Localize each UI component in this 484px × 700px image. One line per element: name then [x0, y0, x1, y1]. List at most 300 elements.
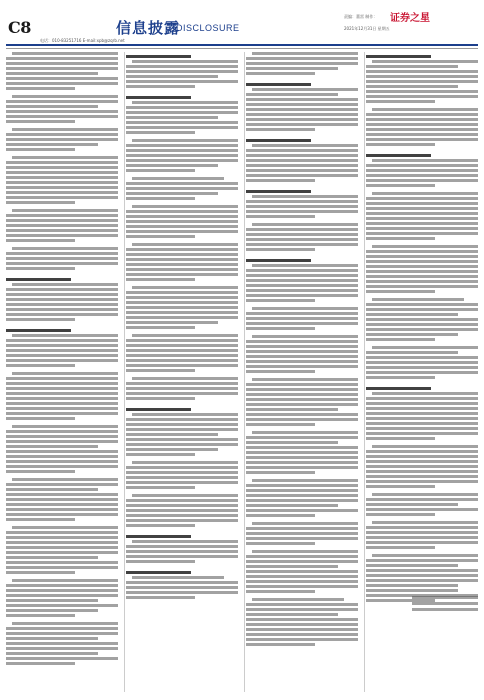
text-line [246, 456, 358, 459]
text-line [6, 318, 75, 321]
text-line [12, 128, 118, 131]
text-line [126, 85, 195, 88]
text-column-1 [6, 52, 118, 692]
text-line [6, 614, 75, 617]
text-line [12, 579, 118, 582]
text-line [246, 345, 358, 348]
text-line [6, 115, 118, 118]
subheading-line [6, 329, 71, 332]
text-line [126, 210, 238, 213]
paragraph-gap [126, 90, 238, 93]
text-line [6, 599, 98, 602]
text-line [126, 586, 238, 589]
text-line [246, 585, 358, 588]
text-line [366, 80, 478, 83]
text-line [6, 257, 118, 260]
text-line [6, 219, 118, 222]
text-line [366, 485, 435, 488]
text-line [366, 574, 478, 577]
text-line [366, 397, 478, 400]
text-line [252, 264, 358, 267]
text-line [126, 278, 195, 281]
text-line [6, 594, 118, 597]
subheading-line [246, 83, 311, 86]
text-line [372, 298, 464, 301]
text-line [126, 182, 238, 185]
text-line [6, 513, 118, 516]
text-line [6, 632, 118, 635]
text-line [6, 417, 75, 420]
paragraph-gap [6, 272, 118, 275]
text-line [252, 378, 358, 381]
text-line [366, 237, 435, 240]
paragraph-gap [6, 667, 118, 670]
text-line [246, 103, 358, 106]
text-line [126, 509, 238, 512]
text-line [6, 642, 118, 645]
text-line [6, 181, 118, 184]
text-line [246, 608, 358, 611]
text-line [126, 591, 238, 594]
text-line [132, 243, 238, 246]
text-line [6, 571, 75, 574]
text-line [6, 148, 75, 151]
text-line [6, 57, 118, 60]
text-line [126, 192, 218, 195]
text-line [126, 154, 238, 157]
paragraph-gap [246, 648, 358, 651]
text-line [6, 224, 118, 227]
text-line [246, 408, 338, 411]
text-line [6, 82, 118, 85]
text-line [6, 298, 118, 301]
text-line [126, 560, 195, 563]
text-line [366, 202, 478, 205]
text-line [246, 560, 358, 563]
text-line [366, 212, 478, 215]
text-line [6, 470, 75, 473]
text-line [126, 354, 238, 357]
text-line [366, 143, 435, 146]
section-title-english: DISCLOSURE [176, 23, 240, 33]
text-line [372, 108, 478, 111]
text-line [366, 270, 478, 273]
text-line [246, 269, 358, 272]
text-line [252, 52, 358, 55]
text-line [252, 522, 358, 525]
page-code: C8 [8, 18, 31, 37]
text-line [366, 526, 478, 529]
paragraph-gap [366, 148, 478, 151]
text-line [6, 100, 118, 103]
text-line [246, 159, 358, 162]
text-line [246, 514, 315, 517]
text-line [6, 382, 118, 385]
text-line [246, 638, 358, 641]
text-line [366, 128, 478, 131]
subheading-line [246, 139, 311, 142]
text-line [246, 233, 358, 236]
text-line [6, 133, 118, 136]
text-line [366, 303, 478, 306]
text-line [246, 164, 358, 167]
text-line [366, 85, 458, 88]
text-line [126, 466, 238, 469]
text-line [6, 561, 118, 564]
text-line [366, 118, 478, 121]
text-line [372, 445, 478, 448]
text-line [126, 296, 238, 299]
text-line [6, 262, 118, 265]
text-line [126, 225, 238, 228]
text-line [246, 317, 358, 320]
text-line [246, 154, 358, 157]
text-line [366, 123, 478, 126]
text-line [246, 499, 358, 502]
text-line [132, 139, 238, 142]
text-line [246, 289, 358, 292]
text-line [246, 570, 358, 573]
text-line [366, 508, 478, 511]
text-line [366, 133, 478, 136]
signature-line [412, 602, 478, 605]
text-line [246, 542, 315, 545]
text-line [372, 60, 478, 63]
text-line [246, 489, 358, 492]
text-line [12, 622, 118, 625]
paragraph-gap [246, 133, 358, 136]
text-line [366, 569, 478, 572]
text-line [126, 453, 195, 456]
text-line [246, 628, 358, 631]
paragraph-gap [246, 77, 358, 80]
text-line [132, 377, 238, 380]
text-line [126, 581, 238, 584]
text-line [6, 440, 118, 443]
text-line [246, 623, 358, 626]
text-line [126, 519, 238, 522]
text-line [246, 575, 358, 578]
text-line [126, 273, 238, 276]
text-line [366, 280, 478, 283]
text-line [246, 279, 358, 282]
text-line [126, 481, 238, 484]
text-line [252, 431, 358, 434]
text-line [6, 229, 118, 232]
text-line [6, 652, 98, 655]
text-line [126, 164, 218, 167]
text-line [6, 344, 118, 347]
text-line [126, 349, 238, 352]
text-line [246, 441, 338, 444]
text-line [6, 359, 118, 362]
text-line [6, 541, 118, 544]
section-title: 信息披露 [116, 19, 181, 37]
text-line [366, 503, 458, 506]
text-line [126, 187, 238, 190]
text-line [246, 299, 315, 302]
text-line [6, 313, 118, 316]
text-line [126, 476, 238, 479]
text-line [246, 72, 315, 75]
text-line [252, 307, 358, 310]
text-line [366, 308, 478, 311]
text-line [246, 322, 358, 325]
text-line [366, 275, 478, 278]
text-line [366, 407, 478, 410]
text-line [252, 88, 358, 91]
text-line [126, 80, 238, 83]
text-line [366, 90, 478, 93]
text-line [6, 303, 118, 306]
text-line [126, 448, 218, 451]
text-line [126, 144, 238, 147]
subheading-line [126, 96, 191, 99]
text-line [126, 433, 218, 436]
text-line [126, 268, 238, 271]
text-line [126, 263, 238, 266]
text-line [132, 334, 238, 337]
text-line [6, 176, 118, 179]
text-line [366, 217, 478, 220]
text-line [246, 393, 358, 396]
subheading-line [246, 190, 311, 193]
text-line [246, 93, 338, 96]
text-line [6, 435, 118, 438]
text-line [366, 417, 478, 420]
paragraph-gap [126, 529, 238, 532]
column-divider [364, 52, 365, 692]
text-line [6, 138, 118, 141]
text-line [6, 267, 75, 270]
text-line [126, 149, 238, 152]
text-line [246, 388, 358, 391]
text-line [366, 174, 478, 177]
text-line [6, 662, 75, 665]
text-line [246, 580, 358, 583]
text-line [6, 171, 118, 174]
text-line [6, 518, 75, 521]
text-line [126, 291, 238, 294]
text-line [6, 62, 118, 65]
text-line [6, 407, 118, 410]
text-line [6, 455, 118, 458]
subheading-line [366, 387, 431, 390]
text-line [366, 184, 435, 187]
text-line [366, 402, 478, 405]
text-line [126, 423, 238, 426]
text-line [6, 77, 118, 80]
text-line [6, 627, 118, 630]
text-line [126, 126, 238, 129]
text-line [366, 536, 478, 539]
text-line [246, 555, 358, 558]
text-line [6, 234, 118, 237]
text-line [246, 294, 358, 297]
text-line [246, 108, 358, 111]
text-line [246, 504, 338, 507]
text-line [126, 131, 195, 134]
text-line [126, 364, 238, 367]
text-line [6, 252, 118, 255]
subheading-line [126, 535, 191, 538]
text-line [6, 556, 98, 559]
text-line [366, 232, 478, 235]
text-line [366, 541, 478, 544]
text-line [126, 121, 238, 124]
text-line [6, 657, 118, 660]
text-line [252, 550, 358, 553]
text-line [366, 351, 458, 354]
text-line [246, 423, 315, 426]
text-line [366, 546, 435, 549]
text-line [246, 383, 358, 386]
newspaper-logo: 证券之星 [390, 13, 430, 24]
text-line [366, 95, 478, 98]
text-line [126, 235, 195, 238]
text-line [132, 101, 238, 104]
text-line [246, 179, 315, 182]
text-line [132, 177, 224, 180]
text-line [372, 192, 478, 195]
text-line [246, 350, 358, 353]
text-line [6, 110, 118, 113]
text-line [246, 248, 315, 251]
text-line [246, 284, 358, 287]
text-line [366, 579, 478, 582]
text-line [126, 65, 238, 68]
signature-line [412, 608, 478, 611]
text-line [246, 243, 358, 246]
text-line [6, 166, 118, 169]
text-line [126, 438, 238, 441]
text-line [246, 67, 338, 70]
text-line [126, 248, 238, 251]
text-line [366, 169, 478, 172]
text-line [246, 590, 315, 593]
text-line [126, 344, 238, 347]
text-line [246, 461, 358, 464]
text-line [6, 387, 118, 390]
text-column-3 [246, 52, 358, 692]
text-line [366, 376, 435, 379]
text-line [246, 446, 358, 449]
text-line [246, 113, 358, 116]
text-line [252, 223, 358, 226]
text-line [372, 521, 478, 524]
text-line [366, 260, 478, 263]
text-line [246, 62, 358, 65]
text-line [6, 493, 118, 496]
text-line [126, 471, 238, 474]
text-line [246, 360, 358, 363]
text-line [246, 509, 358, 512]
text-line [246, 98, 358, 101]
text-line [6, 498, 118, 501]
text-line [6, 105, 98, 108]
text-line [126, 75, 218, 78]
text-line [246, 643, 315, 646]
text-line [366, 313, 458, 316]
subheading-line [246, 259, 311, 262]
text-line [12, 334, 118, 337]
text-line [246, 494, 358, 497]
text-line [246, 200, 358, 203]
text-line [6, 339, 118, 342]
text-line [372, 159, 478, 162]
text-line [372, 392, 478, 395]
text-line [246, 484, 358, 487]
masthead [6, 4, 478, 44]
text-line [6, 67, 118, 70]
text-line [6, 508, 118, 511]
subheading-line [126, 408, 191, 411]
text-line [6, 531, 118, 534]
text-line [6, 354, 118, 357]
text-line [246, 565, 338, 568]
text-line [126, 486, 195, 489]
text-line [366, 328, 478, 331]
text-line [6, 364, 75, 367]
text-line [366, 450, 478, 453]
text-line [126, 301, 238, 304]
text-line [126, 443, 238, 446]
text-line [12, 52, 118, 55]
text-line [6, 566, 118, 569]
text-line [6, 349, 118, 352]
text-line [132, 461, 238, 464]
text-line [6, 604, 118, 607]
text-line [366, 589, 458, 592]
text-line [126, 106, 238, 109]
text-line [366, 164, 478, 167]
text-line [6, 293, 118, 296]
text-line [246, 471, 315, 474]
text-line [126, 326, 195, 329]
text-line [6, 637, 98, 640]
header-rule [6, 44, 478, 46]
text-line [366, 498, 478, 501]
text-line [6, 445, 98, 448]
text-line [252, 479, 358, 482]
text-line [366, 564, 458, 567]
text-line [126, 321, 218, 324]
text-line [6, 430, 118, 433]
text-line [366, 460, 478, 463]
text-line [126, 545, 238, 548]
text-line [366, 356, 478, 359]
text-line [12, 478, 118, 481]
text-line [246, 633, 358, 636]
text-line [246, 57, 358, 60]
text-line [6, 483, 118, 486]
text-line [12, 283, 118, 286]
header-rule-thin [6, 48, 478, 49]
subheading-line [6, 278, 71, 281]
text-line [246, 215, 315, 218]
text-line [246, 370, 315, 373]
text-line [6, 536, 118, 539]
text-line [252, 144, 358, 147]
text-line [6, 308, 118, 311]
text-line [366, 179, 478, 182]
text-line [126, 418, 238, 421]
text-line [6, 402, 118, 405]
text-line [366, 455, 478, 458]
text-line [252, 335, 358, 338]
text-line [6, 609, 98, 612]
text-line [12, 156, 118, 159]
